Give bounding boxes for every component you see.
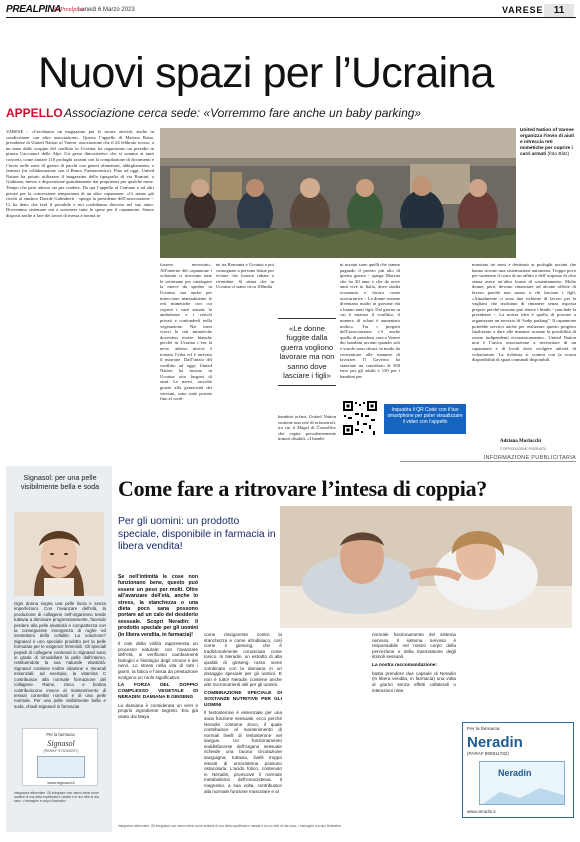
photo-credit: (foto Blitz) bbox=[547, 152, 570, 157]
ad-col2-subheading: COMBINAZIONE SPECIALE DI SOSTANZE NUTRITIVE PER GLI UOMINI bbox=[204, 690, 282, 708]
ad-column-3 bbox=[372, 632, 456, 824]
author-signature: Adriana Morlacchi bbox=[500, 439, 541, 444]
ad-col2-body: come rinvigorente contro la stanchezza e come afrodisiaco, così come il ginseng, che è tradizionalmente conosciuto come tonico. In Neradin, un estratto di alta qualità di ginseng rosso viene combinato con la damiana in un dosaggio speciale per gli uomini. E non è tutto! Neradin contiene anche altri micronutrienti utili per gli uomini. bbox=[204, 632, 282, 688]
article-column-1: VARESE - «Cerchiamo un magazzino per le nostre attività, anche in condivisione con altre associazioni». Questo l’appello di Maryna Rotar, presidente di United Nation of Varese, associazione che il 24 febbraio scorso, a un anno dallo scoppio del conflitto in Ucraina, ha organizzato un presidio in piazza Cacciatori delle Alpi. Un gesto dimostrativo che si somma ai tanti concreti, come aiutare 110 profughi ucraini con la compilazione di documenti e l’invio nelle zone di guerra di parchi con generi alimentari, abbigliamento, e farmaci (in collaborazione con il Banco Farmaceutico). Fino ad oggi, United Nation ha potuto utilizzare il magazzino della tipografia di via Romini, a Giubiano, messo a disposizione gratuitamente dai proprietari per qualche mese. Tempo che però adesso sta per scadere. Da qui l’appello al Comune o ad altri privati per la concessione temporanea di un altro capannone. «Ci siamo già rivolti al sindaco Davide Galimberti - spiega la presidente dell’associazione -. Ci ha detto che farà il possibile e noi confidiamo davvero nel suo aiuto. Dovremmo sistemare noi a sostenere tutte le spese per il capannone. Siamo disposti anche a fare dei lavori di messa a norma se bbox=[6, 129, 154, 218]
ad-product-box bbox=[462, 722, 574, 818]
ad-product-pack-label: Neradin bbox=[498, 768, 532, 778]
article-column-5 bbox=[340, 262, 400, 396]
ad-sidebar-product bbox=[22, 728, 98, 786]
ad-product-pharmacy: Per la farmacia: bbox=[467, 727, 501, 732]
ad-product-url[interactable]: www.neradin.it bbox=[467, 809, 496, 814]
ad-deck: Per gli uomini: un prodotto speciale, disponibile in farmacia in libera vendita! bbox=[118, 516, 276, 553]
photo-caption-text: United Nation of Varese organizza l’invio di aiuti e intreccia reti mimetiche per coprire i carri armati bbox=[520, 128, 575, 157]
article-column-4-text: bambini orfani. United Nation sostiene una rete di orfanotrofi, tra cui il Magal di Čornoľitiv che ospita prevalentemente minori disabili. «I bambi- bbox=[278, 414, 336, 442]
article-photo bbox=[160, 128, 516, 258]
newspaper-brand: PREALPINA bbox=[6, 4, 62, 15]
ad-sidebar bbox=[6, 466, 112, 832]
qr-code-icon[interactable] bbox=[342, 400, 378, 436]
section-name: VARESE bbox=[502, 5, 544, 15]
ad-sidebar-pharmacy: Per la farmacia: bbox=[46, 732, 76, 737]
ad-sidebar-photo bbox=[14, 512, 104, 596]
article-column-4 bbox=[278, 414, 336, 442]
ad-product-pack-image bbox=[479, 761, 565, 805]
photo-caption bbox=[520, 128, 576, 158]
ad-sidebar-text: Ogni donna sogna una pelle liscia e senza imperfezioni. Con l’avanzare dell’età, la produzione di collagene nell’organismo tende tuttavia a diminuire progressivamente, facendo perdere alla pelle elasticità e compattezza con la conseguente insorgenza di rughe ed inestetismi della cellulite. La soluzione? Signasol è uno speciale prodotto per la pelle formulato per le esigenze femminili. Gli speciali peptidi di collagene contenuti in Signasol sono in grado di rimodellare la pelle dall’interno, restituendole la sua naturale elasticità. Signasol contiene inoltre vitamine e minerali essenziali: ad esempio, la vitamina C contribuisce alla normale formazione del collagene. Rame, zinco e biotina contribuiscono invece al mantenimento di tessuti connettivi normali e di una pelle normale. Per una pelle visibilmente bella e soda, chiedi Signasol in farmacia! bbox=[14, 601, 106, 709]
ad-sidebar-code: (PARAF 973069257) bbox=[43, 749, 79, 753]
ad-headline: Come fare a ritrovare l’intesa di coppia? bbox=[118, 476, 487, 501]
ad-sidebar-url[interactable]: www.signasol.it bbox=[47, 780, 75, 785]
ad-column-2 bbox=[204, 632, 282, 824]
article-column-5-text: ni ucraini sono quelli che stanno pagando il prezzo più alto di questa guerra - spiega Maryna che ha 30 anni e che da nove anni vive in Italia, dove studia economia e lavora come assicuratrice -. Le donne ucraine diventano madri in giovane età e hanno tanti figli. Dal giorno in cui è iniziato il conflitto, il numero di orfani è aumentato molto». Tra i progetti dell’associazione c’è anche quello di prendersi cura a Varese dei bambini ucraini quando soli e scuole sono chiusi, in modo da concentrare alle mamme di lavorare. Il Governo ha stanziato un contributo di 300 euro per gli adulti e 150 per i bambini per bbox=[340, 262, 400, 379]
article-column-3: ne tra Romania e Ucraina e poi consegnate a persone fidate per evitare che fossero rubate o rivendute. Si stima che in Ucraina ci siano circa 100mila bbox=[216, 262, 274, 290]
article-subhead: Associazione cerca sede: «Vorremmo fare anche un baby parking» bbox=[64, 106, 422, 120]
ad-col2-tail: Il testosterone è essenziale per una sana funzione sessuale, ecco perché Neradin contiene zinco, il quale contribuisce al mantenimento di normali livelli di testosterone nel sangue. Un funzionamento soddisfacente dell’organo sessuale richiede una buona circolazione sanguigna; tuttavia, livelli troppo elevati di omocisteina possono ostacolarla. L’acido folico, contenuto in Neradin, promuove il normale metabolismo dell’omocisteina. Il magnesio, a sua volta, contribuisce alla normale funzione muscolare e al bbox=[204, 710, 282, 794]
ad-col1-tail: La damiana è considerata un vero e proprio ingrediente segreto. Era già usato dai Maya bbox=[118, 702, 198, 719]
ad-col1-body: Il calo della virilità rappresenta un processo naturale; con l’avanzare dell’età, si verificano cambiamenti biologici e fisiologici degli ormoni e dei nervi. Lo stress nella vita di tutti i giorni, la fatica e l’ansia da prestazione svolgono un ruolo significativo. bbox=[118, 641, 198, 680]
newspaper-brand-sub: la Prealpina bbox=[54, 7, 84, 13]
article-column-6: massimo tre mesi e destinato ai profughi ucraini che hanno trovato una sistemazione autonoma. Troppo poco per sostenere il costo di un affitto e dell’acquisto di cibo senza avere un’altra forma di sostentamento. Molte donne, però, devono rinunciare ad alcune offerte di lavoro perché non sanno a chi lasciare i figli. «Attualmente ci sono due richieste di lavoro per la vagliatti che rischiano di rimanere senza risposta proprio perché nessuno può tenere i bimbi - conclude la presidente -. La nostra idea è quella di provare a organizzare un servizio di “baby parking”. Il capannone potrebbe servirci anche per realizzare questo progetto finalizzato a dare alle mamme ucraine la possibilità di essere indipendenti economicamente». United Nation non è l’unica associazione a necessitare di un capannone e di locali dove svolgere attività di volontariato. La richiesta si scontra con la scarsa disponibilità di spazi comunali disponibili. bbox=[472, 262, 576, 363]
qr-code-box bbox=[340, 398, 466, 438]
qr-caption: Inquadra il QR Code con il tuo smartphone per poter visualizzare il video con l’appello bbox=[384, 404, 466, 434]
ad-sidebar-pack-image bbox=[37, 756, 85, 778]
page-number: 11 bbox=[544, 4, 574, 17]
pull-quote: «Le donne fuggite dalla guerra vogliono lavorare ma non sanno dove lasciare i figli» bbox=[278, 318, 336, 386]
ad-col3-body: normale funzionamento del sistema nervoso. Il sistema nervoso è responsabile nel nostro corpo della percezione e della trasmissione degli stimoli sessuali. bbox=[372, 632, 456, 660]
advertisement bbox=[6, 466, 576, 832]
ad-footnote: Integratore alimentare. Gli integratori non vanno intesi come sostituti di una dieta equilibrata e variata e di uno stile di vita sano. • Immagine a scopo illustrativo bbox=[118, 824, 342, 828]
ad-lead: Se nell’intimità le cose non funzionano bene, questo può essere un peso per molti. Oltre all’avanzare dell’età, anche lo stress, la stanchezza o una dieta poco sana possono portare ad un calo del desiderio sessuale. Scopri Neradin: il prodotto speciale per gli uomini (in libera vendita, in farmacia)! bbox=[118, 574, 198, 638]
ad-col3-tail: basta prendere due capsule di Neradin (in libera vendita, in farmacia) una volta al giorno senza effetti collaterali o interazioni note. bbox=[372, 670, 456, 693]
ad-sidebar-brand: Signasol bbox=[47, 739, 75, 748]
ad-photo bbox=[280, 506, 572, 628]
ad-product-code: (PARAF 980911782) bbox=[467, 751, 509, 756]
ad-col1-subheading: LA FORZA DEL DOPPIO COMPLESSO VEGETALE DI NERADIN: DAMIANA E GINSENG bbox=[118, 683, 198, 700]
article-kicker: APPELLO bbox=[6, 106, 63, 120]
article-column-2: fossero necessari». All’interno del capannone i volontari ci ritrovano tutte le settimane per catalogare la merce da spedire in Ucraina, ma anche per intrecciare manualmente le reti mimetiche con cui coprire i carri armati, le ambulanze e i veicoli privati e confonderli nella vegetazione. Nei mesi scorsi le reti mimetiche dovevano essere bianche perché in Ucraina c’era la neve, adesso invece è tornata l’erba ed è arrivato il marrone. Dall’inizio del conflitto ad oggi, United Nation ha inviato in Ucraina otto furgoni di aiuti. Le merci, raccolte grazie alla generosità dei varesini, sono state portate fino al confi- bbox=[160, 262, 212, 402]
ad-sidebar-footnote: Integratore alimentare. Gli integratori non vanno intesi come sostituti di una dieta equilibrata e variata e di uno stile di vita sano. • Immagine a scopo illustrativo bbox=[14, 791, 99, 804]
page-header bbox=[6, 4, 576, 18]
ad-product-brand: Neradin bbox=[467, 734, 523, 751]
article-headline: Nuovi spazi per l’Ucraina bbox=[38, 49, 494, 97]
ad-sidebar-title: Signasol: per una pelle visibilmente bella e soda bbox=[20, 473, 100, 491]
ad-col3-subheading: La nostra raccomandazione: bbox=[372, 662, 438, 668]
ad-column-1 bbox=[118, 574, 198, 824]
issue-date: Lunedì 6 Marzo 2023 bbox=[78, 7, 135, 13]
copyright-notice: © RIPRODUZIONE RISERVATA bbox=[500, 447, 546, 451]
ad-label: INFORMAZIONE PUBBLICITARIA bbox=[400, 455, 576, 462]
